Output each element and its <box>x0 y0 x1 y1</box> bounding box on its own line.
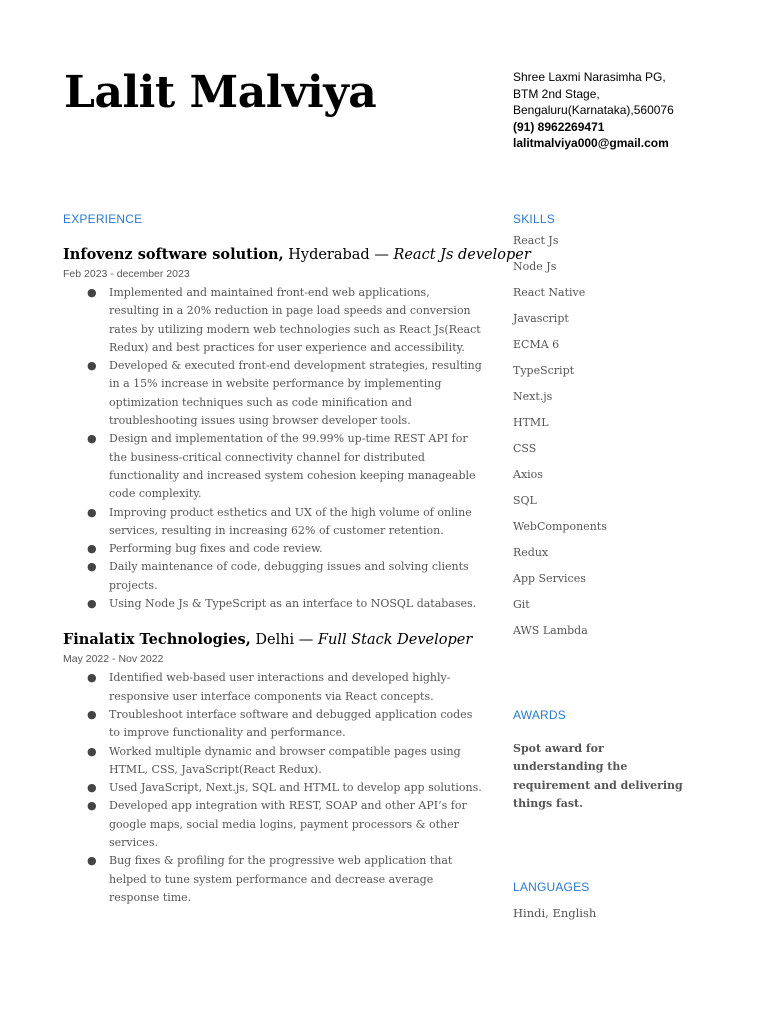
bullet-item <box>63 669 483 706</box>
bullet-dot-icon: ● <box>87 854 97 868</box>
job-bullets <box>63 669 483 907</box>
job-date: Feb 2023 - december 2023 <box>63 268 190 280</box>
job-date: May 2022 - Nov 2022 <box>63 653 164 666</box>
phone-number: (91) 8962269471 <box>513 119 605 134</box>
bullet-dot-icon: ● <box>87 707 97 721</box>
address-line-3: Bengaluru(Karnataka),560076 <box>513 103 674 117</box>
job-header <box>63 244 531 266</box>
bullet-text: Worked multiple dynamic and browser compatible pages using HTML, CSS, JavaScript(React Redux). <box>109 744 461 776</box>
bullet-dot-icon: ● <box>87 505 97 519</box>
job-location: Hyderabad — <box>283 247 394 263</box>
bullet-item <box>63 357 483 430</box>
skill-item: CSS <box>513 442 537 455</box>
bullet-dot-icon: ● <box>87 560 97 574</box>
skill-item: React Js <box>513 234 559 247</box>
bullet-text: Used JavaScript, Next.js, SQL and HTML to develop app solutions. <box>109 781 482 795</box>
bullet-dot-icon: ● <box>87 432 97 446</box>
skill-item: TypeScript <box>513 364 575 377</box>
bullet-text: Identified web-based user interactions and developed highly-responsive user interface components via React concepts. <box>109 671 451 703</box>
company-name: Finalatix Technologies, <box>63 631 251 649</box>
bullet-text: Using Node Js & TypeScript as an interface to NOSQL databases. <box>109 597 477 611</box>
job-role: Full Stack Developer <box>317 632 473 649</box>
bullet-item <box>63 743 483 780</box>
bullet-item <box>63 595 483 613</box>
bullet-dot-icon: ● <box>87 359 97 373</box>
email-address: lalitmalviya000@gmail.com <box>513 136 669 150</box>
skill-item: WebComponents <box>513 520 607 533</box>
languages-heading: LANGUAGES <box>513 880 590 894</box>
bullet-text: Troubleshoot interface software and debugged application codes to improve functionality and performance. <box>109 707 473 740</box>
skill-item: HTML <box>513 416 549 429</box>
bullet-text: Improving product esthetics and UX of the high volume of online services, resulting in increasing 62% of customer retention. <box>109 505 472 537</box>
skill-item: Redux <box>513 546 549 559</box>
skills-list <box>513 234 607 650</box>
job-role: React Js developer <box>393 247 531 263</box>
awards-heading: AWARDS <box>513 708 566 722</box>
skill-item: Git <box>513 598 530 611</box>
bullet-text: Performing bug fixes and code review. <box>109 542 323 556</box>
skill-item: Node Js <box>513 260 557 273</box>
company-name: Infovenz software solution, <box>63 246 284 263</box>
bullet-item <box>63 540 483 558</box>
bullet-dot-icon: ● <box>87 799 97 813</box>
bullet-dot-icon: ● <box>87 671 97 685</box>
skill-item: ECMA 6 <box>513 338 560 351</box>
job-bullets <box>63 284 483 613</box>
bullet-text: Developed & executed front-end development strategies, resulting in a 15% increase in website performance by implementing optimization techniques such as code minification and troubleshooting issues using browser developer tools. <box>109 359 482 428</box>
bullet-dot-icon: ● <box>87 286 97 299</box>
bullet-dot-icon: ● <box>87 597 97 611</box>
awards-block <box>513 740 693 813</box>
address-line-2: BTM 2nd Stage, <box>513 86 600 101</box>
experience-heading: EXPERIENCE <box>63 212 143 226</box>
bullet-dot-icon: ● <box>87 542 97 556</box>
bullet-item <box>63 504 483 541</box>
bullet-item <box>63 706 483 743</box>
job-header <box>63 629 483 651</box>
bullet-text: Daily maintenance of code, debugging issues and solving clients projects. <box>109 560 469 592</box>
skill-item: Axios <box>513 468 543 481</box>
bullet-item <box>63 558 483 595</box>
skill-item: App Services <box>513 572 586 585</box>
languages-text: Hindi, English <box>513 906 597 920</box>
job-entry <box>63 629 483 907</box>
bullet-text: Developed app integration with REST, SOAP and other API’s for google maps, social media logins, payment processors & other services. <box>109 799 467 850</box>
skills-heading: SKILLS <box>513 212 555 226</box>
bullet-dot-icon: ● <box>87 744 97 758</box>
contact-block <box>513 69 674 152</box>
skill-item: SQL <box>513 494 537 507</box>
bullet-item <box>63 797 483 852</box>
skill-item: React Native <box>513 286 586 299</box>
bullet-item <box>63 430 483 503</box>
award-text: Spot award for understanding the requirement and delivering things fast. <box>513 742 683 810</box>
skill-item: AWS Lambda <box>513 624 588 637</box>
skill-item: Next.js <box>513 390 553 403</box>
bullet-item <box>63 284 483 357</box>
bullet-dot-icon: ● <box>87 781 97 795</box>
address-line-1: Shree Laxmi Narasimha PG, <box>513 70 666 84</box>
job-location: Delhi — <box>250 632 318 649</box>
skill-item: Javascript <box>513 312 569 325</box>
bullet-text: Bug fixes & profiling for the progressive web application that helped to tune system performance and decrease average response time. <box>109 854 453 904</box>
bullet-item <box>63 852 483 907</box>
bullet-text: Design and implementation of the 99.99% up-time REST API for the business-critical connectivity channel for distributed functionality and increased system cohesion keeping manageable code complexity. <box>109 432 476 501</box>
bullet-text: Implemented and maintained front-end web applications, resulting in a 20% reduction in page load speeds and conversion rates by utilizing modern web technologies such as React Js(React Redux) and best practices for user experience and accessibility. <box>109 286 481 354</box>
bullet-item <box>63 779 483 797</box>
candidate-name: Lalit Malviya <box>64 67 377 118</box>
